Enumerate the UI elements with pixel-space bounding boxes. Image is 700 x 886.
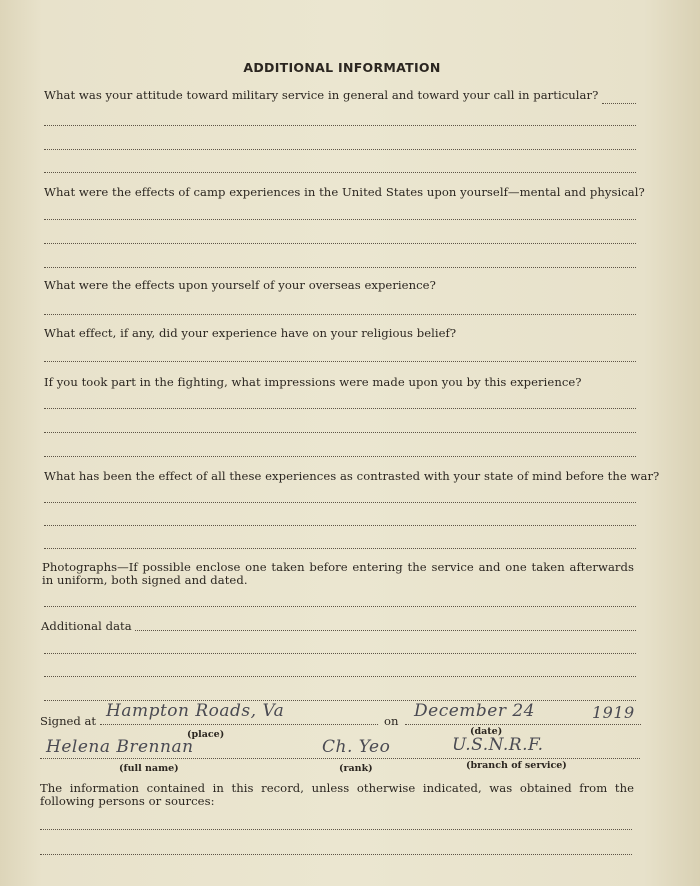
handwritten-branch: U.S.N.R.F. <box>452 735 544 755</box>
question-fighting-impressions: If you took part in the fighting, what impressions were made upon you by this experience? <box>44 375 582 389</box>
answer-line <box>44 456 636 457</box>
photographs-instruction: Photographs—If possible enclose one taken before entering the service and one taken afterwards in uniform, both signed and dated. <box>42 560 634 587</box>
answer-line <box>44 125 636 126</box>
answer-line <box>44 267 636 268</box>
answer-line <box>44 361 636 362</box>
handwritten-place: Hampton Roads, Va <box>106 701 285 721</box>
signed-at-label: Signed at <box>40 714 97 728</box>
handwritten-rank: Ch. Yeo <box>322 737 391 757</box>
signature-line <box>40 758 640 759</box>
full-name-caption: (full name) <box>119 763 179 774</box>
answer-line <box>135 630 636 631</box>
question-attitude: What was your attitude toward military service in general and toward your call in particular? <box>44 88 599 102</box>
answer-line <box>602 103 636 104</box>
question-overseas-experience: What were the effects upon yourself of your overseas experience? <box>44 278 436 292</box>
handwritten-full-name: Helena Brennan <box>46 737 194 757</box>
question-religious-belief: What effect, if any, did your experience have on your religious belief? <box>44 326 457 340</box>
place-line <box>100 724 378 725</box>
handwritten-date: December 24 <box>414 701 535 721</box>
answer-line <box>44 243 636 244</box>
answer-line <box>44 172 636 173</box>
answer-line <box>44 502 636 503</box>
question-state-of-mind: What has been the effect of all these experiences as contrasted with your state of mind before the war? <box>44 469 660 483</box>
answer-line <box>44 676 636 677</box>
answer-line <box>44 653 636 654</box>
date-line <box>405 724 641 725</box>
date-caption: (date) <box>470 726 503 737</box>
on-label: on <box>384 714 399 728</box>
answer-line <box>44 606 636 607</box>
answer-line <box>44 149 636 150</box>
additional-data-label: Additional data <box>41 619 132 633</box>
sources-statement: The information contained in this record, unless otherwise indicated, was obtained from the following persons or sources: <box>40 781 634 808</box>
handwritten-year: 1919 <box>592 703 635 722</box>
answer-line <box>44 432 636 433</box>
answer-line <box>44 408 636 409</box>
place-caption: (place) <box>187 729 225 740</box>
branch-caption: (branch of service) <box>466 760 567 771</box>
answer-line <box>44 525 636 526</box>
answer-line <box>44 219 636 220</box>
rank-caption: (rank) <box>339 763 373 774</box>
question-camp-experiences: What were the effects of camp experiences in the United States upon yourself—mental and physical? <box>44 185 645 199</box>
answer-line <box>44 548 636 549</box>
answer-line <box>40 854 632 855</box>
form-title: ADDITIONAL INFORMATION <box>243 60 441 75</box>
answer-line <box>40 829 632 830</box>
answer-line <box>44 314 636 315</box>
